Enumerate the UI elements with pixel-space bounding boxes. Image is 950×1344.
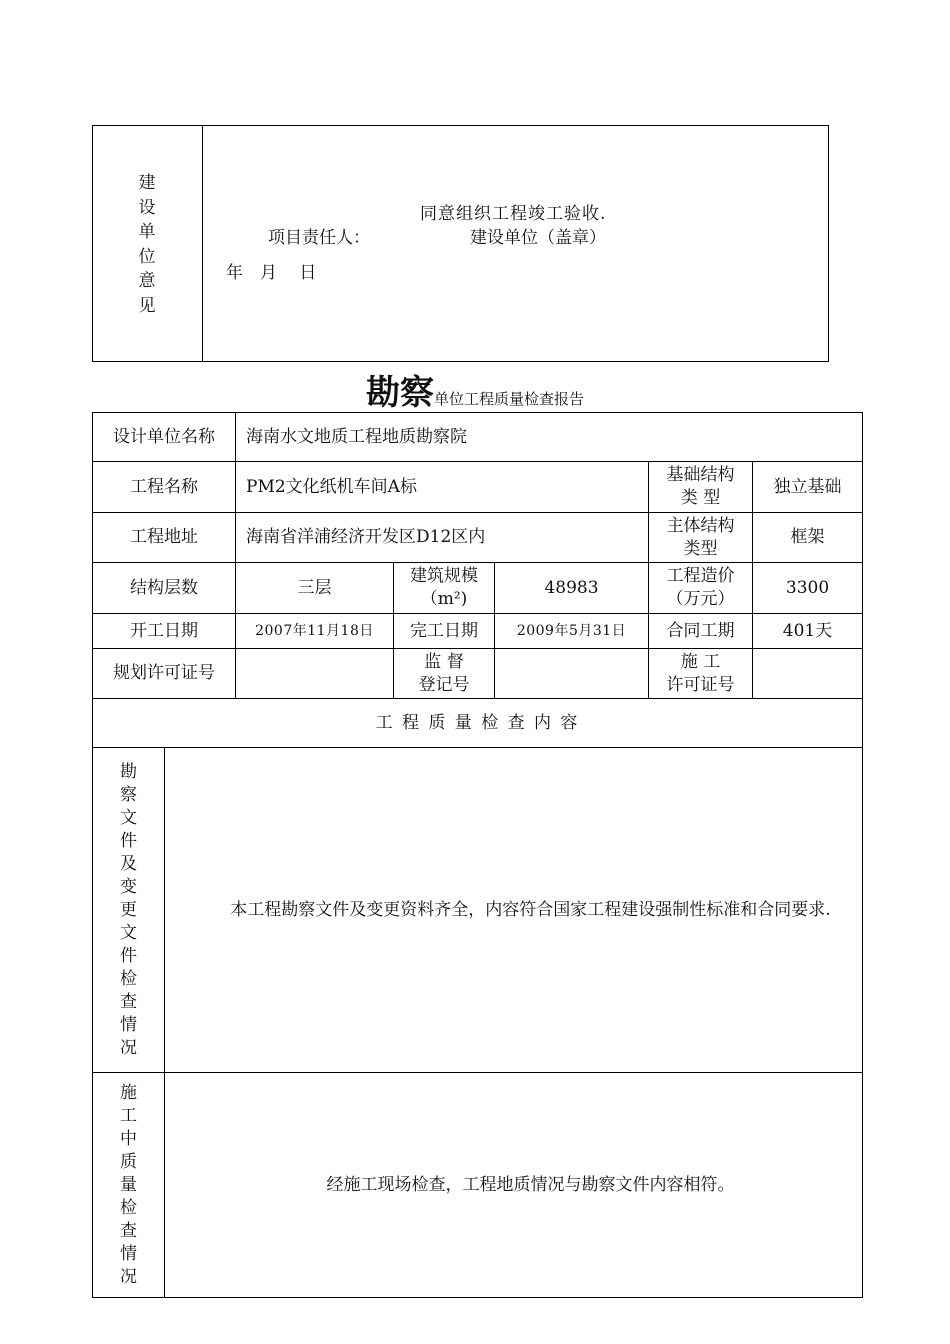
planning-permit-value bbox=[236, 649, 394, 699]
design-unit-label: 设计单位名称 bbox=[93, 413, 236, 462]
project-name-value: PM2文化纸机车间A标 bbox=[236, 462, 649, 513]
agree-text: 同意组织工程竣工验收. bbox=[420, 204, 607, 224]
construction-permit-value bbox=[753, 649, 863, 699]
design-unit-value: 海南水文地质工程地质勘察院 bbox=[236, 413, 863, 462]
table-row bbox=[93, 413, 863, 462]
responsible-label: 项目责任人： bbox=[268, 228, 370, 248]
inspection-header: 工 程 质 量 检 查 内 容 bbox=[93, 699, 863, 748]
table-row bbox=[93, 748, 863, 1073]
main-structure-value: 框架 bbox=[753, 513, 863, 563]
survey-docs-text: 本工程勘察文件及变更资料齐全，内容符合国家工程建设强制性标准和合同要求. bbox=[165, 748, 863, 1073]
cost-label: 工程造价 （万元） bbox=[649, 563, 753, 614]
opinion-box bbox=[92, 125, 829, 362]
report-title-small: 单位工程质量检查报告 bbox=[433, 390, 584, 408]
table-row bbox=[93, 513, 863, 563]
finish-date-label: 完工日期 bbox=[394, 614, 495, 649]
report-title-big: 勘察 bbox=[365, 373, 434, 413]
supervision-label: 监 督 登记号 bbox=[394, 649, 495, 699]
contract-period-label: 合同工期 bbox=[649, 614, 753, 649]
floors-value: 三层 bbox=[236, 563, 394, 614]
construction-permit-label: 施 工 许可证号 bbox=[649, 649, 753, 699]
table-row bbox=[93, 1073, 863, 1298]
start-date-label: 开工日期 bbox=[93, 614, 236, 649]
report-table bbox=[92, 412, 863, 1298]
address-label: 工程地址 bbox=[93, 513, 236, 563]
contract-period-value: 401天 bbox=[753, 614, 863, 649]
opinion-label: 建 设 单 位 意 见 bbox=[138, 173, 156, 316]
opinion-divider bbox=[202, 126, 203, 361]
planning-permit-label: 规划许可证号 bbox=[93, 649, 236, 699]
table-row bbox=[93, 563, 863, 614]
building-scale-value: 48983 bbox=[495, 563, 649, 614]
table-row bbox=[93, 649, 863, 699]
floors-label: 结构层数 bbox=[93, 563, 236, 614]
address-value: 海南省洋浦经济开发区D12区内 bbox=[236, 513, 649, 563]
report-title bbox=[0, 365, 950, 414]
construction-quality-text: 经施工现场检查，工程地质情况与勘察文件内容相符。 bbox=[165, 1073, 863, 1298]
foundation-type-value: 独立基础 bbox=[753, 462, 863, 513]
building-scale-label: 建筑规模 （m²) bbox=[394, 563, 495, 614]
survey-docs-label: 勘 察 文 件 及 变 更 文 件 检 查 情 况 bbox=[93, 748, 165, 1073]
table-row bbox=[93, 462, 863, 513]
construction-quality-label: 施 工 中 质 量 检 查 情 况 bbox=[93, 1073, 165, 1298]
cost-value: 3300 bbox=[753, 563, 863, 614]
finish-date-value: 2009年5月31日 bbox=[495, 614, 649, 649]
date-label: 年 月 日 bbox=[226, 263, 317, 283]
supervision-value bbox=[495, 649, 649, 699]
project-name-label: 工程名称 bbox=[93, 462, 236, 513]
start-date-value: 2007年11月18日 bbox=[236, 614, 394, 649]
table-row bbox=[93, 614, 863, 649]
seal-label: 建设单位（盖章） bbox=[470, 228, 606, 248]
table-row bbox=[93, 699, 863, 748]
main-structure-label: 主体结构 类型 bbox=[649, 513, 753, 563]
foundation-type-label: 基础结构 类 型 bbox=[649, 462, 753, 513]
